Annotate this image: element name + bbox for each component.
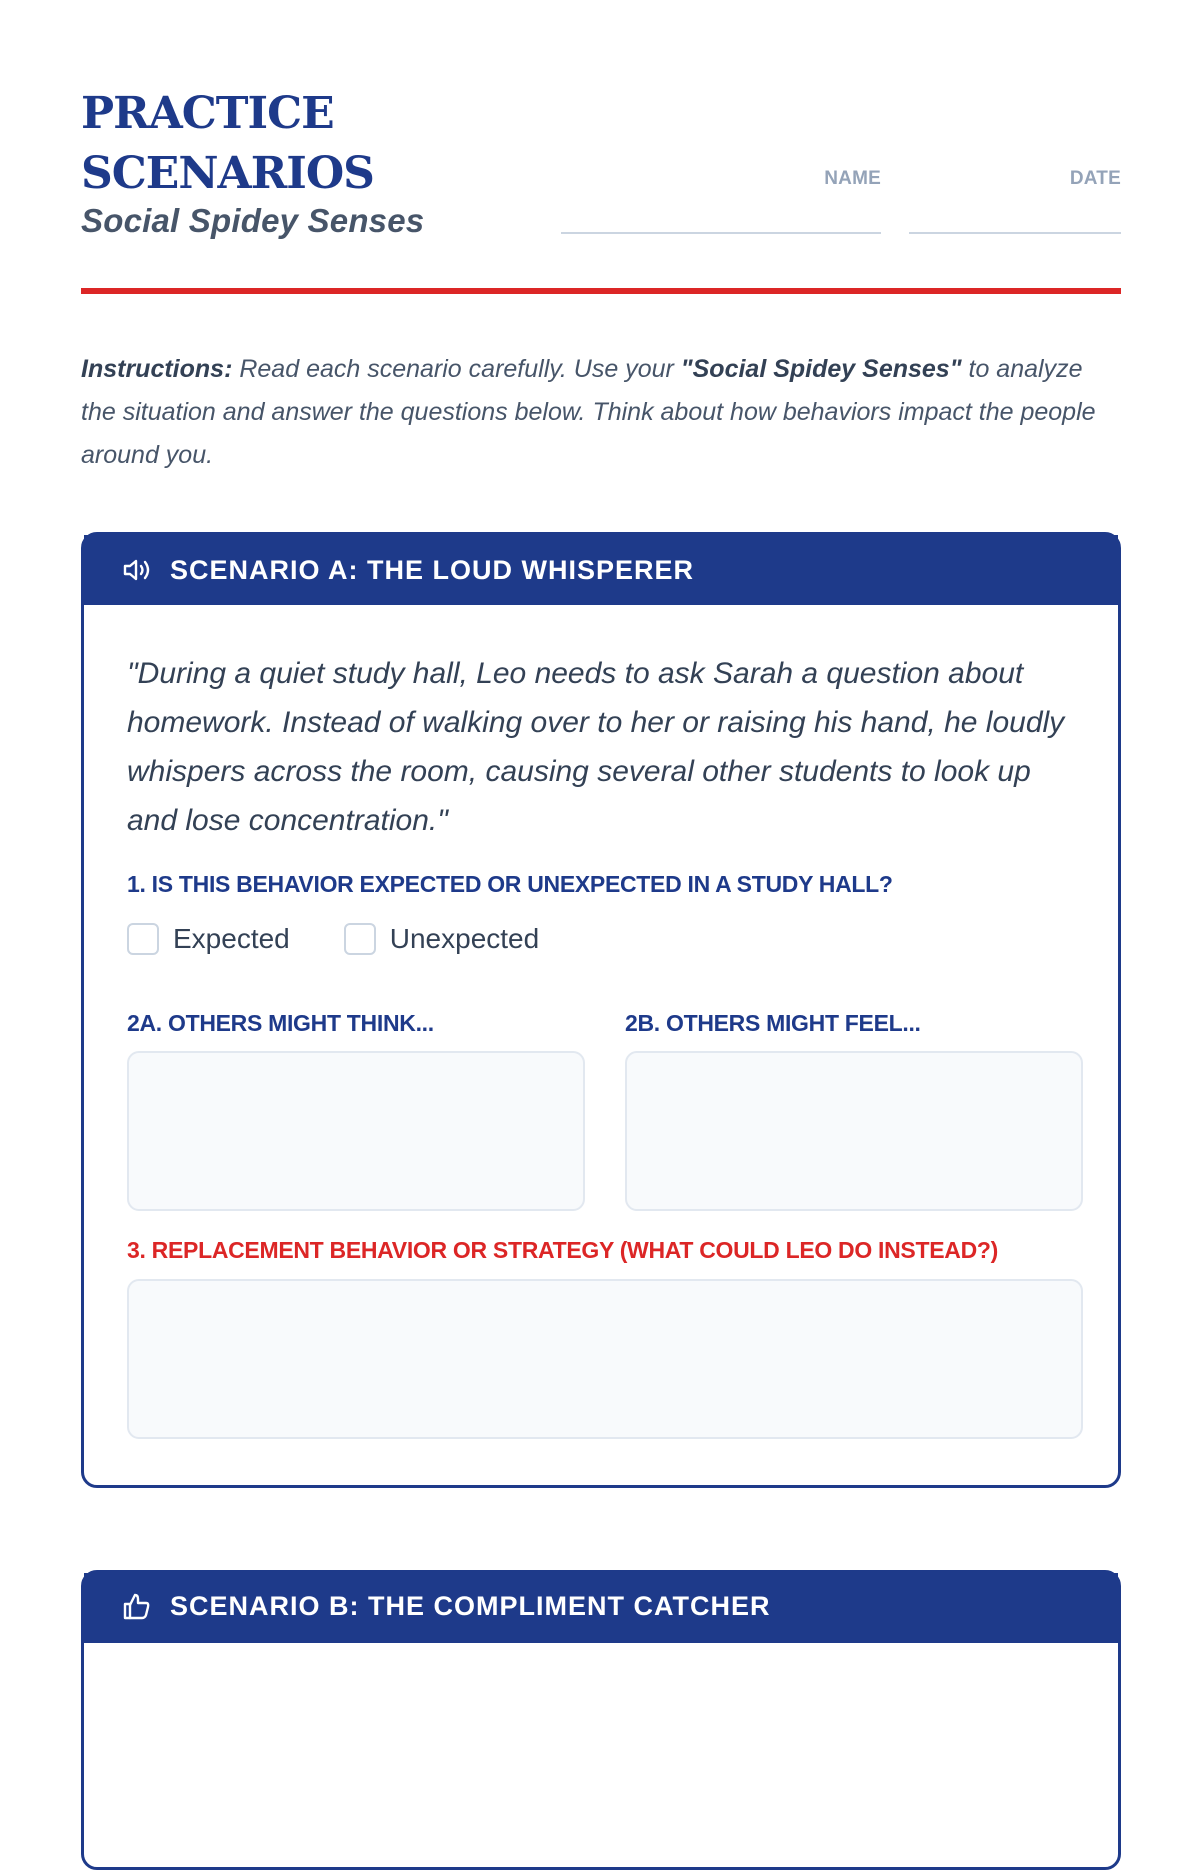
thumbs-up-icon	[122, 1591, 156, 1621]
instructions-emphasis: "Social Spidey Senses"	[680, 355, 962, 383]
page-title	[81, 84, 521, 204]
answer-2b-box[interactable]	[625, 1051, 1083, 1211]
expected-checkbox[interactable]	[127, 923, 159, 955]
worksheet-page	[81, 0, 1121, 1621]
question-2a-label: 2A. OTHERS MIGHT THINK...	[127, 1010, 434, 1036]
instructions	[81, 348, 1121, 477]
answer-2a-box[interactable]	[127, 1051, 585, 1211]
question-3-label: 3. REPLACEMENT BEHAVIOR OR STRATEGY (WHAT COULD LEO DO INSTEAD?)	[127, 1237, 998, 1263]
instructions-text-1: Read each scenario carefully. Use your	[232, 355, 681, 383]
option-expected[interactable]	[127, 923, 290, 955]
scenario-b-header	[84, 1573, 1118, 1643]
question-1-label: 1. IS THIS BEHAVIOR EXPECTED OR UNEXPECTED IN A STUDY HALL?	[127, 871, 893, 897]
scenario-a-quote: "During a quiet study hall, Leo needs to ask Sarah a question about homework. Instead of walking over to her or raising his hand, he loudly whispers across the room, causing several other students to look up and lose concentration."	[127, 657, 1065, 837]
scenario-card-b	[81, 1570, 1121, 1870]
answer-3-box[interactable]	[127, 1279, 1083, 1439]
title-line-2: SCENARIOS	[81, 148, 374, 199]
title-line-1: PRACTICE	[81, 88, 334, 139]
instructions-label: Instructions:	[81, 355, 233, 383]
scenario-a-header	[84, 535, 1118, 605]
worksheet-header	[81, 0, 1121, 296]
instructions-text-2: to analyze the situation and answer the questions below. Think about how behaviors impact the people around you.	[81, 355, 1096, 469]
name-field[interactable]	[561, 168, 881, 234]
scenario-card-a	[81, 532, 1121, 1488]
expected-label: Expected	[173, 923, 290, 954]
speaker-volume-icon	[122, 555, 156, 585]
unexpected-checkbox[interactable]	[344, 923, 376, 955]
option-unexpected[interactable]	[344, 923, 539, 955]
unexpected-label: Unexpected	[389, 923, 540, 954]
scenario-b-title: SCENARIO B: THE COMPLIMENT CATCHER	[170, 1591, 771, 1621]
date-label: DATE	[1069, 168, 1121, 189]
page-subtitle: Social Spidey Senses	[81, 202, 425, 239]
date-field[interactable]	[909, 168, 1121, 234]
name-label: NAME	[824, 168, 881, 189]
scenario-a-title: SCENARIO A: THE LOUD WHISPERER	[170, 554, 695, 585]
question-2b-label: 2B. OTHERS MIGHT FEEL...	[625, 1010, 921, 1036]
header-divider	[81, 288, 1121, 294]
question-1-options	[127, 923, 593, 955]
